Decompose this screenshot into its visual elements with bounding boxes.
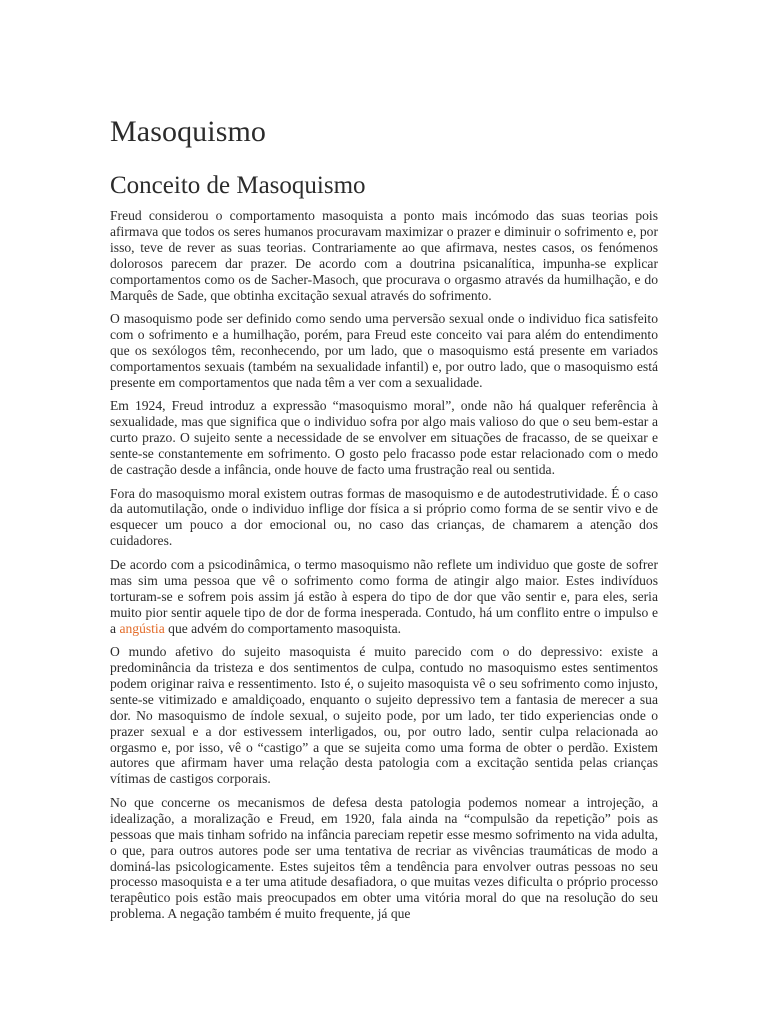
section-title: Conceito de Masoquismo <box>110 172 366 199</box>
paragraph-7: No que concerne os mecanismos de defesa desta patologia podemos nomear a introjeção, a idealização, a moralização e Freud, em 1920, fala ainda na “compulsão da repetição” pois as pessoas que mais tinham sofrido na infância pareciam repetir esse mesmo sofrimento na vida adulta, o que, para outros autores pode ser uma tentativa de recriar as vivências traumáticas de modo a dominá-las psicologicamente. Estes sujeitos têm a tendência para envolver outras pessoas no seu processo masoquista e a ter uma atitude desafiadora, o que muitas vezes dificulta o próprio processo terapêutico pois estão mais preocupados em obter uma vitória moral do que na resolução do seu problema. A negação também é muito frequente, já que <box>110 794 658 922</box>
document-page <box>110 112 658 930</box>
paragraph-6: O mundo afetivo do sujeito masoquista é muito parecido com o do depressivo: existe a predominância da tristeza e dos sentimentos de culpa, contudo no masoquismo estes sentimentos podem originar raiva e ressentimento. Isto é, o sujeito masoquista vê o seu sofrimento como injusto, sente-se vitimizado e amaldiçoado, enquanto o sujeito depressivo tem a fantasia de merecer a sua dor. No masoquismo de índole sexual, o sujeito pode, por um lado, ter tido experiencias onde o prazer sexual e a dor estivessem interligados, ou, por outro lado, sentir culpa relacionada ao orgasmo e, por isso, vê o “castigo” a que se sujeita como uma forma de obter o perdão. Existem autores que afirmam haver uma relação desta patologia com a excitação sentida pelas crianças vítimas de castigos corporais. <box>110 644 658 787</box>
angustia-link[interactable]: angústia <box>119 620 165 636</box>
paragraph-3: Em 1924, Freud introduz a expressão “masoquismo moral”, onde não há qualquer referência à sexualidade, mas que significa que o individuo sofra por algo mais valioso do que o seu bem-estar a curto prazo. O sujeito sente a necessidade de se envolver em situações de fracasso, de se queixar e sente-se constantemente em sofrimento. O gosto pelo fracasso pode estar relacionado com o medo de castração desde a infância, onde houve de facto uma frustração real ou sentida. <box>110 398 658 477</box>
paragraph-2: O masoquismo pode ser definido como sendo uma perversão sexual onde o individuo fica satisfeito com o sofrimento e a humilhação, porém, para Freud este conceito vai para além do entendimento que os sexólogos têm, reconhecendo, por um lado, que o masoquismo está presente em variados comportamentos sexuais (também na sexualidade infantil) e, por outro lado, que o masoquismo está presente em comportamentos que nada têm a ver com a sexualidade. <box>110 311 658 390</box>
paragraph-5-text-after: que advém do comportamento masoquista. <box>164 620 402 636</box>
paragraph-4: Fora do masoquismo moral existem outras formas de masoquismo e de autodestrutividade. É o caso da automutilação, onde o individuo inflige dor física a si próprio como forma de se sentir vivo e de esquecer um pouco a dor emocional ou, no caso das crianças, de chamarem a atenção dos cuidadores. <box>110 485 658 549</box>
document-title: Masoquismo <box>110 115 267 148</box>
paragraph-5 <box>110 557 658 637</box>
paragraph-1: Freud considerou o comportamento masoquista a ponto mais incómodo das suas teorias pois afirmava que todos os seres humanos procuravam maximizar o prazer e diminuir o sofrimento e, por isso, teve de rever as suas teorias. Contrariamente ao que afirmava, nestes casos, os fenómenos dolorosos parecem dar prazer. De acordo com a doutrina psicanalítica, impunha-se explicar comportamentos como os de Sacher-Masoch, que procurava o orgasmo através da humilhação, e do Marquês de Sade, que obtinha excitação sexual através do sofrimento. <box>110 208 658 303</box>
paragraph-5-text-before: De acordo com a psicodinâmica, o termo masoquismo não reflete um individuo que goste de sofrer mas sim uma pessoa que vê o sofrimento como forma de atingir algo maior. Estes indivíduos torturam-se e sofrem pois assim já estão à espera do tipo de dor que vão sentir e, para eles, seria muito pior sentir aquele tipo de dor de forma inesperada. Contudo, há um conflito entre o impulso e a <box>110 556 658 636</box>
